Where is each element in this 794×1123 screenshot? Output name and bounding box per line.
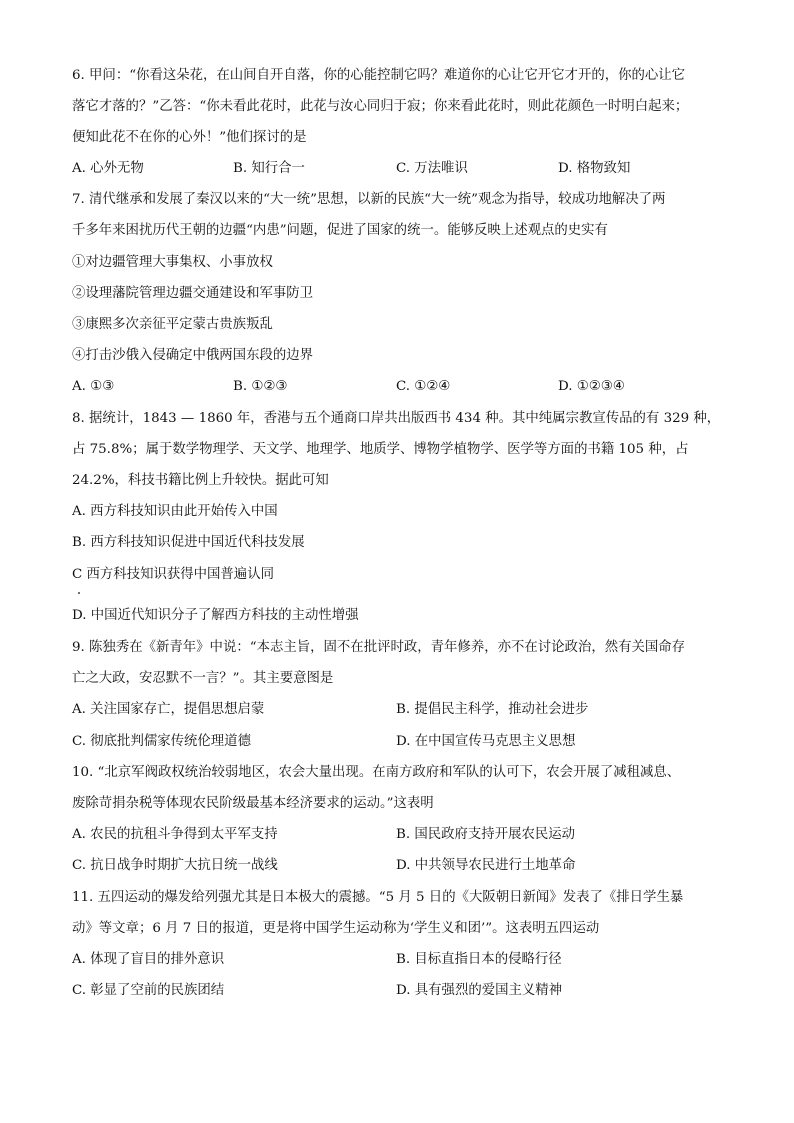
question-6-stem-line-2: 落它才落的？”乙答：“你未看此花时，此花与汝心同归于寂；你来看此花时，则此花颜色一时明白起来； — [72, 99, 689, 114]
question-7-option-d: D. ①②③④ — [558, 379, 625, 394]
question-10-option-c: C. 抗日战争时期扩大抗日统一战线 — [72, 858, 278, 873]
question-10-option-d: D. 中共领导农民进行土地革命 — [396, 858, 576, 873]
question-9-stem-line-1: 9. 陈独秀在《新青年》中说：“本志主旨，固不在批评时政，青年修养，亦不在讨论政治，然有关国命存 — [72, 640, 686, 655]
question-7-item-2: ②设理藩院管理边疆交通建设和军事防卫 — [72, 286, 314, 301]
question-8-stem-line-2: 占 75.8%；属于数学物理学、天文学、地理学、地质学、博物学植物学、医学等方面的书籍 105 种，占 — [72, 442, 689, 457]
question-9-stem-line-2: 亡之大政，安忍默不一言？”。其主要意图是 — [72, 671, 334, 686]
question-7-item-4: ④打击沙俄入侵确定中俄两国东段的边界 — [72, 348, 314, 363]
question-8-stem-line-1: 8. 据统计，1843 — 1860 年，香港与五个通商口岸共出版西书 434 种。其中纯属宗教宣传品的有 329 种， — [72, 411, 721, 426]
question-7-option-b: B. ①②③ — [233, 379, 288, 394]
question-10-stem-line-1: 10. “北京军阀政权统治较弱地区，农会大量出现。在南方政府和军队的认可下，农会开展了减租减息、 — [72, 765, 681, 780]
question-6-option-c: C. 万法唯识 — [396, 161, 468, 176]
stray-dot-mark — [78, 592, 80, 594]
question-8-option-d: D. 中国近代知识分子了解西方科技的主动性增强 — [72, 608, 359, 623]
question-7-option-c: C. ①②④ — [396, 379, 451, 394]
question-9-option-a: A. 关注国家存亡，提倡思想启蒙 — [72, 702, 265, 717]
question-6-stem-line-1: 6. 甲问：“你看这朵花，在山间自开自落，你的心能控制它吗？难道你的心让它开它才开的，你的心让它 — [72, 68, 686, 83]
question-11-option-a: A. 体现了盲目的排外意识 — [72, 952, 225, 967]
question-6-option-b: B. 知行合一 — [233, 161, 305, 176]
question-7-item-3: ③康熙多次亲征平定蒙古贵族叛乱 — [72, 317, 273, 332]
question-8-option-a: A. 西方科技知识由此开始传入中国 — [72, 504, 278, 519]
question-10-option-a: A. 农民的抗租斗争得到太平军支持 — [72, 827, 278, 842]
question-7-item-1: ①对边疆管理大事集权、小事放权 — [72, 255, 273, 270]
question-11-option-b: B. 目标直指日本的侵略行径 — [396, 952, 562, 967]
question-7-stem-line-1: 7. 清代继承和发展了秦汉以来的“大一统”思想，以新的民族“大一统”观念为指导，较成功地解决了两 — [72, 192, 666, 207]
question-11-stem-line-1: 11. 五四运动的爆发给列强尤其是日本极大的震撼。“5 月 5 日的《大阪朝日新闻》发表了《排日学生暴 — [72, 890, 684, 905]
question-8-option-b: B. 西方科技知识促进中国近代科技发展 — [72, 535, 305, 550]
question-6-option-d: D. 格物致知 — [558, 161, 631, 176]
question-10-option-b: B. 国民政府支持开展农民运动 — [396, 827, 576, 842]
question-10-stem-line-2: 废除苛捐杂税等体现农民阶级最基本经济要求的运动。”这表明 — [72, 796, 434, 811]
question-11-option-d: D. 具有强烈的爱国主义精神 — [396, 983, 563, 998]
question-7-stem-line-2: 千多年来困扰历代王朝的边疆“内患”问题，促进了国家的统一。能够反映上述观点的史实有 — [72, 223, 608, 238]
question-7-option-a: A. ①③ — [72, 379, 115, 394]
question-9-option-c: C. 彻底批判儒家传统伦理道德 — [72, 734, 251, 749]
question-8-option-c: C 西方科技知识获得中国普遍认同 — [72, 567, 274, 582]
question-8-stem-line-3: 24.2%，科技书籍比例上升较快。据此可知 — [72, 473, 329, 488]
question-6-option-a: A. 心外无物 — [72, 161, 144, 176]
question-6-stem-line-3: 便知此花不在你的心外！”他们探讨的是 — [72, 130, 307, 145]
question-11-option-c: C. 彰显了空前的民族团结 — [72, 983, 225, 998]
question-9-option-d: D. 在中国宣传马克思主义思想 — [396, 734, 576, 749]
question-11-stem-line-2: 动》等文章；6 月 7 日的报道，更是将中国学生运动称为‘学生义和团’”。这表明五四运动 — [72, 921, 600, 936]
question-9-option-b: B. 提倡民主科学，推动社会进步 — [396, 702, 589, 717]
